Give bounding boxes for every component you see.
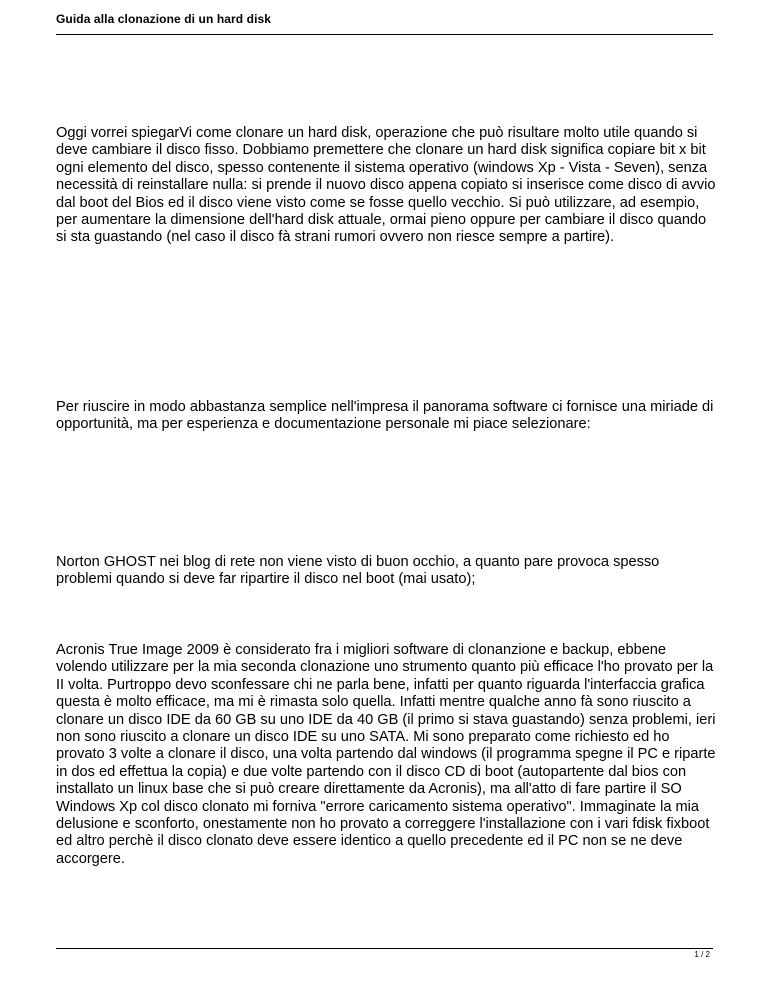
header-divider: [56, 34, 713, 35]
paragraph-software-overview: Per riuscire in modo abbastanza semplice nell'impresa il panorama software ci fornisce una miriade di opportunità, ma per esperienza e documentazione personale mi piace selezionare:: [56, 399, 714, 433]
footer-divider: [56, 948, 713, 949]
paragraph-norton-ghost: Norton GHOST nei blog di rete non viene visto di buon occhio, a quanto pare provoca spesso problemi quando si deve far ripartire il disco nel boot (mai usato);: [56, 554, 660, 588]
paragraph-acronis: Acronis True Image 2009 è considerato fra i migliori software di clonanzione e backup, ebbene volendo utilizzare per la mia seconda clonazione uno strumento quanto più efficace l'ho provato per la II volta. Purtroppo devo sconfessare chi ne parla bene, infatti per quanto riguarda l'interfaccia grafica questa è molto efficace, ma mi è rimasta solo quella. Infatti mentre qualche anno fà sono riuscito a clonare un disco IDE da 60 GB su uno IDE da 40 GB (il primo si stava guastando) senza problemi, ieri non sono riuscito a clonare un disco IDE su uno SATA. Mi sono preparato come richiesto ed ho provato 3 volte a clonare il disco, una volta partendo dal windows (il programma spegne il PC e riparte in dos ed effettua la copia) e due volte partendo con il disco CD di boot (autopartente dal bios con installato un linux base che si può creare direttamente da Acronis), ma all'atto di fare partire il SO Windows Xp col disco clonato mi forniva "errore caricamento sistema operativo". Immaginate la mia delusione e sconforto, onestamente non ho provato a correggere l'installazione con i vari fdisk fixboot ed altro perchè il disco clonato deve essere identico a quello precedente ed il PC non se ne deve accorgere.: [56, 642, 716, 867]
page-header-title: Guida alla clonazione di un hard disk: [56, 12, 272, 26]
paragraph-intro: Oggi vorrei spiegarVi come clonare un hard disk, operazione che può risultare molto utile quando si deve cambiare il disco fisso. Dobbiamo premettere che clonare un hard disk significa copiare bit x bit ogni elemento del disco, spesso contenente il sistema operativo (windows Xp - Vista - Seven), senza necessità di reinstallare nulla: si prende il nuovo disco appena copiato si inserisce come disco di avvio dal boot del Bios ed il disco viene visto come se fosse quello vecchio. Si può utilizzare, ad esempio, per aumentare la dimensione dell'hard disk attuale, ormai pieno oppure per cambiare il disco quando si sta guastando (nel caso il disco fà strani rumori ovvero non riesce sempre a partire).: [56, 125, 716, 246]
page-number: 1 / 2: [694, 950, 710, 959]
